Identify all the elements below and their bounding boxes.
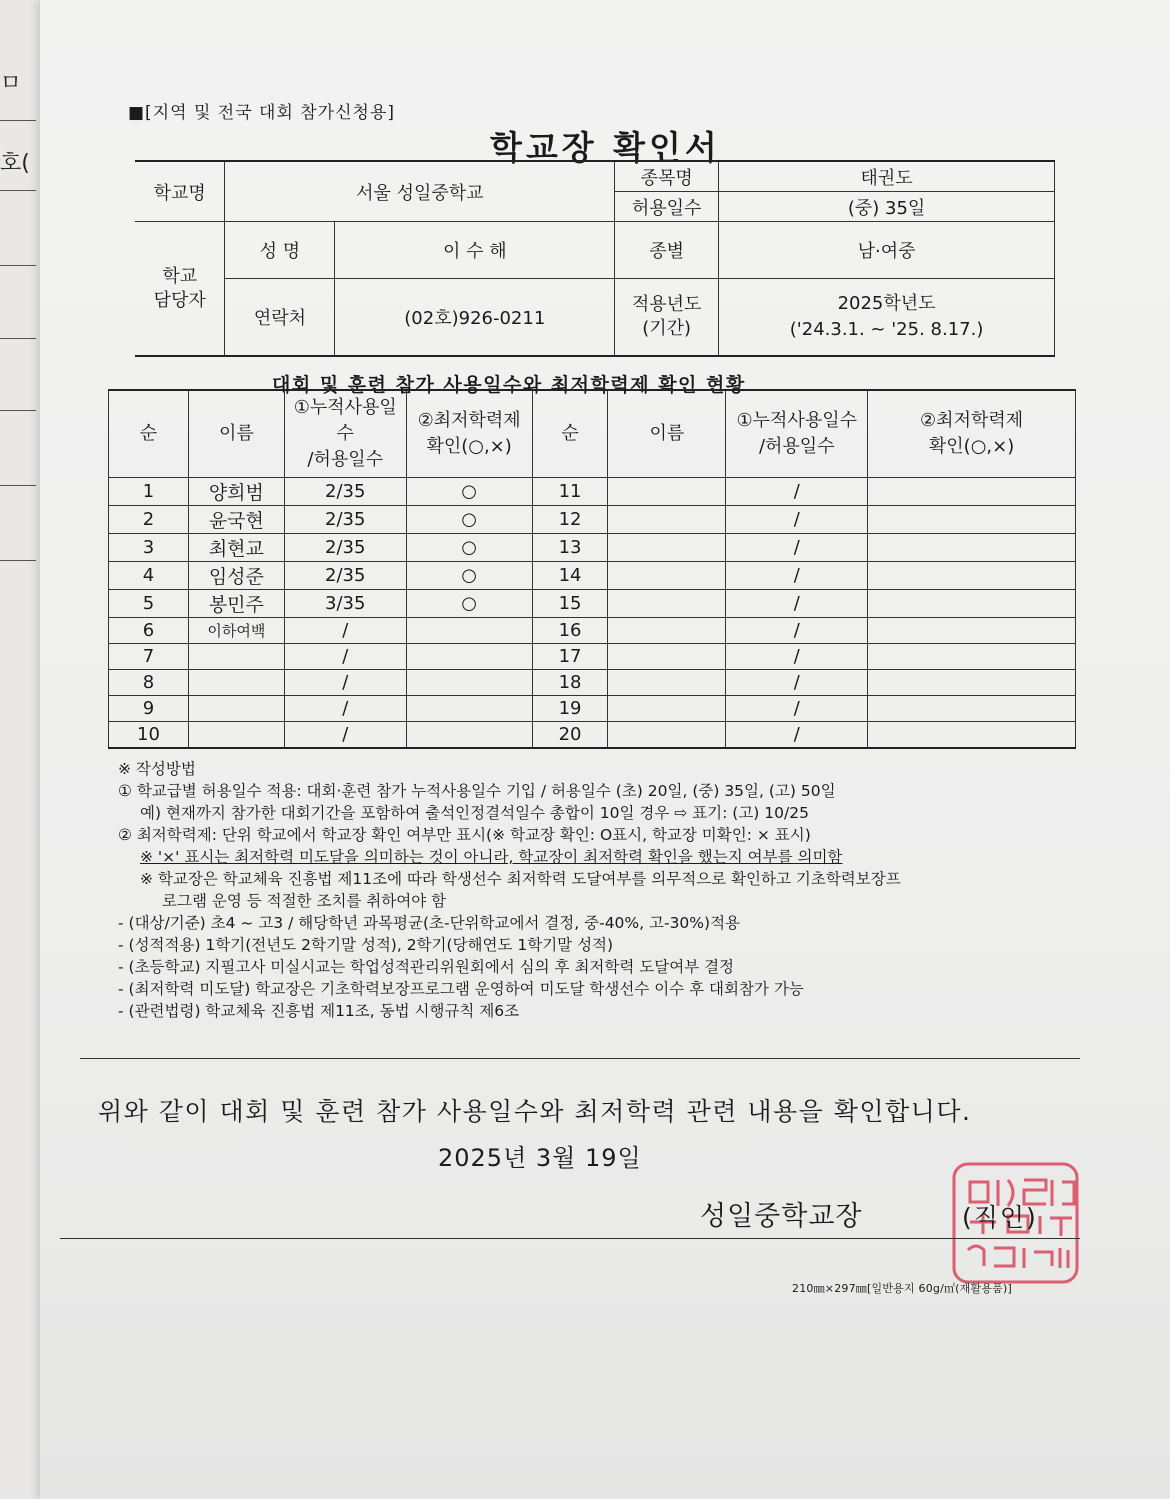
header-check: ②최저학력제 확인(○,×) — [868, 390, 1076, 478]
academic-check: ○ — [406, 478, 532, 506]
athlete-name — [608, 478, 726, 506]
athlete-name — [608, 670, 726, 696]
table-row — [109, 696, 1076, 722]
row-number: 9 — [109, 696, 189, 722]
academic-check: ○ — [406, 562, 532, 590]
header-days: ①누적사용일수 /허용일수 — [726, 390, 868, 478]
athlete-name: 양희범 — [188, 478, 284, 506]
allowed-days-value: (중) 35일 — [719, 192, 1055, 222]
academic-check — [406, 670, 532, 696]
academic-check — [406, 722, 532, 749]
days-used: / — [726, 696, 868, 722]
instruction-line: 예) 현재까지 참가한 대회기간을 포함하여 출석인정결석일수 총합이 10일 경우 ⇨ 표기: (고) 10/25 — [140, 804, 809, 822]
row-number: 1 — [109, 478, 189, 506]
days-used: 2/35 — [284, 506, 406, 534]
row-number: 20 — [532, 722, 608, 749]
row-number: 5 — [109, 590, 189, 618]
header-check: ②최저학력제 확인(○,×) — [406, 390, 532, 478]
days-used: / — [726, 644, 868, 670]
athlete-name — [188, 670, 284, 696]
days-used: / — [284, 644, 406, 670]
underlying-page-line — [0, 265, 36, 266]
underlying-page-line — [0, 120, 36, 121]
row-number: 14 — [532, 562, 608, 590]
instruction-line: - (최저학력 미도달) 학교장은 기초학력보장프로그램 운영하여 미도달 학생선수 이수 후 대회참가 가능 — [118, 980, 804, 998]
academic-check — [868, 670, 1076, 696]
underlying-page-line — [0, 410, 36, 411]
academic-check — [868, 618, 1076, 644]
row-number: 3 — [109, 534, 189, 562]
instruction-line: - (성적적용) 1학기(전년도 2학기말 성적), 2학기(당해연도 1학기말 성적) — [118, 936, 614, 954]
issue-date: 2025년 3월 19일 — [438, 1144, 642, 1172]
instruction-line: ② 최저학력제: 단위 학교에서 학교장 확인 여부만 표시(※ 학교장 확인: O표시, 학교장 미확인: × 표시) — [118, 826, 811, 844]
table-row — [109, 562, 1076, 590]
athlete-name — [188, 696, 284, 722]
days-used: / — [284, 670, 406, 696]
row-number: 10 — [109, 722, 189, 749]
athlete-name: 최현교 — [188, 534, 284, 562]
days-used: 2/35 — [284, 534, 406, 562]
row-number: 15 — [532, 590, 608, 618]
table-row — [109, 644, 1076, 670]
academic-check — [868, 506, 1076, 534]
days-used: 2/35 — [284, 562, 406, 590]
days-used: / — [726, 618, 868, 644]
instructions-heading: ※ 작성방법 — [118, 760, 196, 778]
document-title: 학교장 확인서 — [490, 128, 721, 167]
paper-specification: 210㎜×297㎜[일반용지 60g/㎡(재활용품)] — [792, 1282, 1012, 1295]
row-number: 7 — [109, 644, 189, 670]
academic-check: ○ — [406, 590, 532, 618]
instruction-line: ※ 학교장은 학교체육 진흥법 제11조에 따라 학생선수 최저학력 도달여부를 의무적으로 확인하고 기초학력보장프 — [140, 870, 901, 888]
period-value: ('24.3.1. ~ '25. 8.17.) — [789, 319, 984, 340]
instruction-line: - (대상/기준) 초4 ~ 고3 / 해당학년 과목평균(초-단위학교에서 결정, 중-40%, 고-30%)적용 — [118, 914, 741, 932]
sport-label: 종목명 — [615, 161, 719, 192]
row-number: 2 — [109, 506, 189, 534]
divider — [80, 1058, 1080, 1059]
row-number: 8 — [109, 670, 189, 696]
underlying-page-line — [0, 485, 36, 486]
row-number: 13 — [532, 534, 608, 562]
gender-value: 남·여중 — [719, 222, 1055, 279]
year-cell — [719, 279, 1055, 357]
academic-check — [868, 562, 1076, 590]
athlete-name — [608, 506, 726, 534]
header-days: ①누적사용일수 /허용일수 — [284, 390, 406, 478]
athlete-name — [608, 534, 726, 562]
days-used: / — [726, 478, 868, 506]
days-used: / — [726, 506, 868, 534]
underlying-page-line — [0, 338, 36, 339]
underlying-page-line — [0, 560, 36, 561]
instruction-line: ① 학교급별 허용일수 적용: 대회·훈련 참가 누적사용일수 기입 / 허용일수 (초) 20일, (중) 35일, (고) 50일 — [118, 782, 836, 800]
table-row — [109, 618, 1076, 644]
year-label: 적용년도 (기간) — [615, 279, 719, 357]
athlete-name — [608, 696, 726, 722]
underlying-page-glyph: ㅁ — [0, 71, 22, 96]
school-info-table — [135, 160, 1055, 357]
row-number: 11 — [532, 478, 608, 506]
header-name: 이름 — [188, 390, 284, 478]
school-name-value: 서울 성일중학교 — [225, 161, 615, 222]
athlete-name — [188, 644, 284, 670]
form-tag: ■[지역 및 전국 대회 참가신청용] — [128, 103, 396, 123]
days-used: / — [284, 722, 406, 749]
header-no: 순 — [532, 390, 608, 478]
confirmation-statement: 위와 같이 대회 및 훈련 참가 사용일수와 최저학력 관련 내용을 확인합니다. — [98, 1097, 972, 1126]
athlete-name: 윤국현 — [188, 506, 284, 534]
academic-check — [868, 478, 1076, 506]
header-name: 이름 — [608, 390, 726, 478]
divider — [60, 1238, 1080, 1239]
athlete-name — [608, 722, 726, 749]
seal-label: (직인) — [962, 1203, 1038, 1232]
table-row — [109, 534, 1076, 562]
athlete-name: 이하여백 — [188, 618, 284, 644]
gender-label: 종별 — [615, 222, 719, 279]
contact-label: 연락처 — [225, 279, 335, 357]
academic-check: ○ — [406, 534, 532, 562]
row-number: 12 — [532, 506, 608, 534]
manager-label: 학교 담당자 — [135, 222, 225, 357]
academic-check — [868, 722, 1076, 749]
days-used: 3/35 — [284, 590, 406, 618]
athlete-name — [608, 618, 726, 644]
row-number: 19 — [532, 696, 608, 722]
athlete-name: 봉민주 — [188, 590, 284, 618]
row-number: 4 — [109, 562, 189, 590]
sport-value: 태권도 — [719, 161, 1055, 192]
allowed-days-label: 허용일수 — [615, 192, 719, 222]
principal-title: 성일중학교장 — [700, 1201, 863, 1232]
school-name-label: 학교명 — [135, 161, 225, 222]
academic-check — [406, 618, 532, 644]
days-used: / — [284, 618, 406, 644]
days-used: / — [726, 722, 868, 749]
academic-check — [868, 644, 1076, 670]
athlete-name — [608, 590, 726, 618]
usage-title: 대회 및 훈련 참가 사용일수와 최저학력제 확인 현황 — [272, 374, 746, 396]
days-used: / — [726, 562, 868, 590]
year-value: 2025학년도 — [837, 293, 936, 314]
manager-name-label: 성 명 — [225, 222, 335, 279]
table-row — [109, 670, 1076, 696]
contact-value: (02호)926-0211 — [335, 279, 615, 357]
document-sheet — [40, 0, 1170, 1499]
manager-name-value: 이 수 해 — [335, 222, 615, 279]
athlete-name — [188, 722, 284, 749]
days-used: / — [726, 590, 868, 618]
days-used: / — [726, 534, 868, 562]
instruction-line: - (관련법령) 학교체육 진흥법 제11조, 동법 시행규칙 제6조 — [118, 1002, 520, 1020]
underlying-page-glyph: 호( — [0, 151, 30, 176]
underlying-page-line — [0, 190, 36, 191]
athlete-name: 임성준 — [188, 562, 284, 590]
athlete-name — [608, 644, 726, 670]
row-number: 17 — [532, 644, 608, 670]
table-row — [109, 590, 1076, 618]
table-row — [109, 478, 1076, 506]
row-number: 18 — [532, 670, 608, 696]
instructions — [118, 758, 1098, 1022]
academic-check — [868, 590, 1076, 618]
usage-table — [108, 389, 1076, 749]
academic-check — [868, 534, 1076, 562]
days-used: 2/35 — [284, 478, 406, 506]
row-number: 6 — [109, 618, 189, 644]
academic-check — [406, 644, 532, 670]
instruction-line: ※ '×' 표시는 최저학력 미도달을 의미하는 것이 아니라, 학교장이 최저학력 확인을 했는지 여부를 의미함 — [140, 848, 843, 866]
academic-check — [406, 696, 532, 722]
table-row — [109, 722, 1076, 749]
table-row — [109, 506, 1076, 534]
instruction-line: 로그램 운영 등 적절한 조치를 취하여야 함 — [162, 892, 447, 910]
instruction-line: - (초등학교) 지필고사 미실시교는 학업성적관리위원회에서 심의 후 최저학력 도달여부 결정 — [118, 958, 735, 976]
athlete-name — [608, 562, 726, 590]
days-used: / — [284, 696, 406, 722]
academic-check — [868, 696, 1076, 722]
row-number: 16 — [532, 618, 608, 644]
academic-check: ○ — [406, 506, 532, 534]
days-used: / — [726, 670, 868, 696]
header-no: 순 — [109, 390, 189, 478]
